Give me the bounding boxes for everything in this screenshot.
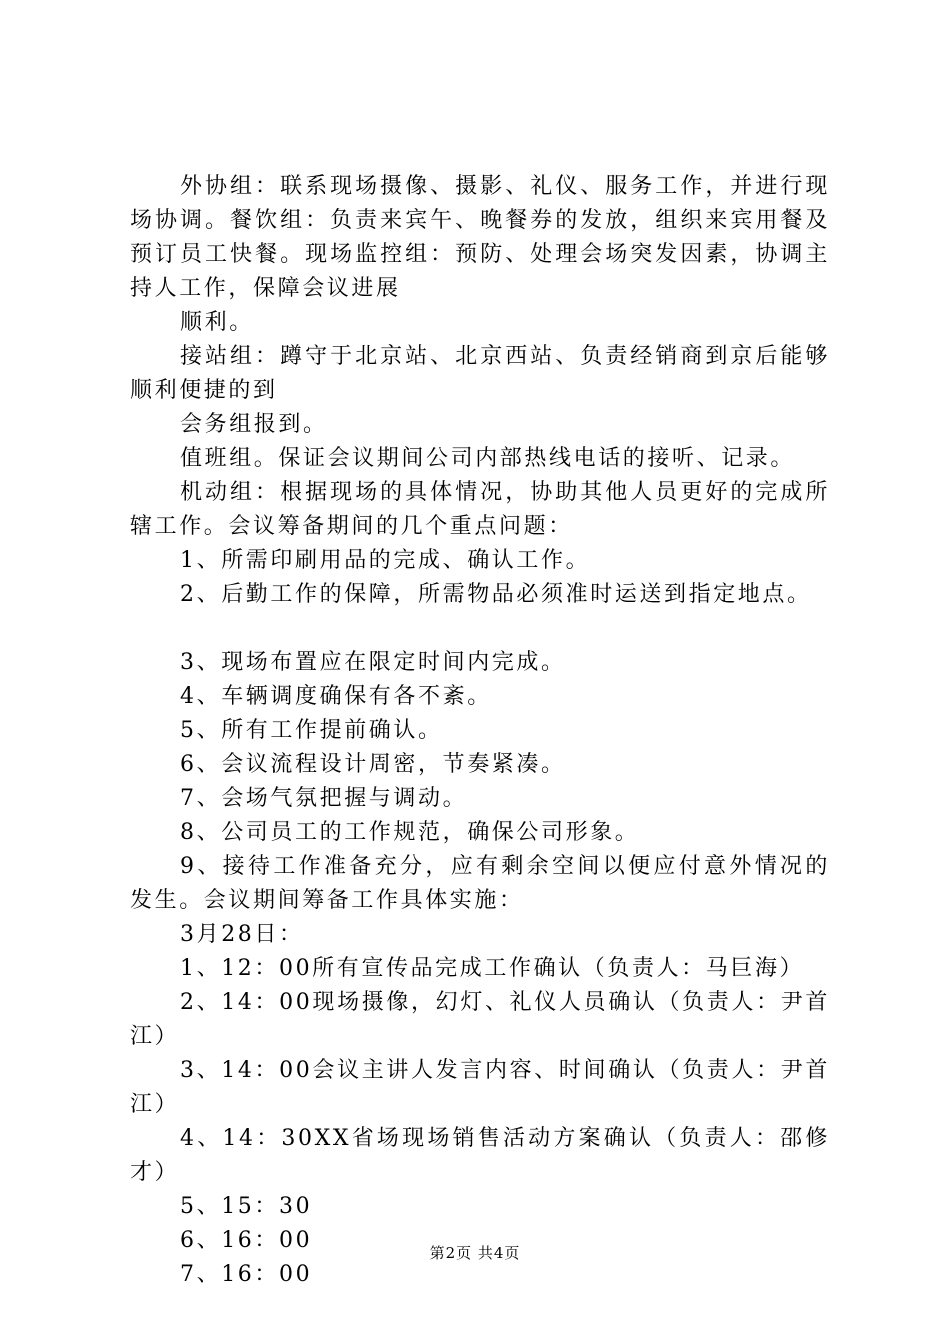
schedule-item: 5、15：30 (180, 1194, 313, 1219)
list-item: 7、会场气氛把握与调动。 (180, 786, 468, 811)
date-heading: 3月28日： (180, 922, 304, 947)
list-item: 3、现场布置应在限定时间内完成。 (180, 650, 566, 675)
list-item: 2、后勤工作的保障，所需物品必须准时运送到指定地点。 (180, 582, 812, 607)
paragraph: 接站组：蹲守于北京站、北京西站、负责经销商到京后能够顺利便捷的到 (130, 344, 830, 403)
paragraph: 外协组：联系现场摄像、摄影、礼仪、服务工作，并进行现场协调。餐饮组：负责来宾午、晚餐券的发放，组织来宾用餐及预订员工快餐。现场监控组：预防、处理会场突发因素，协调主持人工作，保障会议进展 (130, 174, 830, 301)
schedule-item: 6、16：00 (180, 1228, 313, 1253)
schedule-item: 3、14：00会议主讲人发言内容、时间确认（负责人：尹首江） (130, 1058, 830, 1117)
paragraph: 机动组：根据现场的具体情况，协助其他人员更好的完成所辖工作。会议筹备期间的几个重点问题： (130, 480, 830, 539)
list-item: 4、车辆调度确保有各不紊。 (180, 684, 492, 709)
schedule-item: 1、12：00所有宣传品完成工作确认（负责人：马巨海） (180, 956, 805, 981)
page-number-footer: 第2页 共4页 (429, 1244, 521, 1262)
schedule-item: 4、14：30XX省场现场销售活动方案确认（负责人：邵修才） (130, 1126, 830, 1185)
list-item: 8、公司员工的工作规范，确保公司形象。 (180, 820, 640, 845)
document-body (130, 170, 830, 1292)
list-item: 9、接待工作准备充分，应有剩余空间以便应付意外情况的发生。会议期间筹备工作具体实施： (130, 854, 830, 913)
paragraph: 会务组报到。 (180, 412, 328, 437)
list-item: 5、所有工作提前确认。 (180, 718, 443, 743)
list-item: 6、会议流程设计周密，节奏紧凑。 (180, 752, 566, 777)
schedule-item: 7、16：00 (180, 1262, 313, 1287)
paragraph: 顺利。 (180, 310, 254, 335)
paragraph-spacer (130, 612, 830, 646)
paragraph: 值班组。保证会议期间公司内部热线电话的接听、记录。 (180, 446, 796, 471)
schedule-item: 2、14：00现场摄像，幻灯、礼仪人员确认（负责人：尹首江） (130, 990, 830, 1049)
list-item: 1、所需印刷用品的完成、确认工作。 (180, 548, 591, 573)
